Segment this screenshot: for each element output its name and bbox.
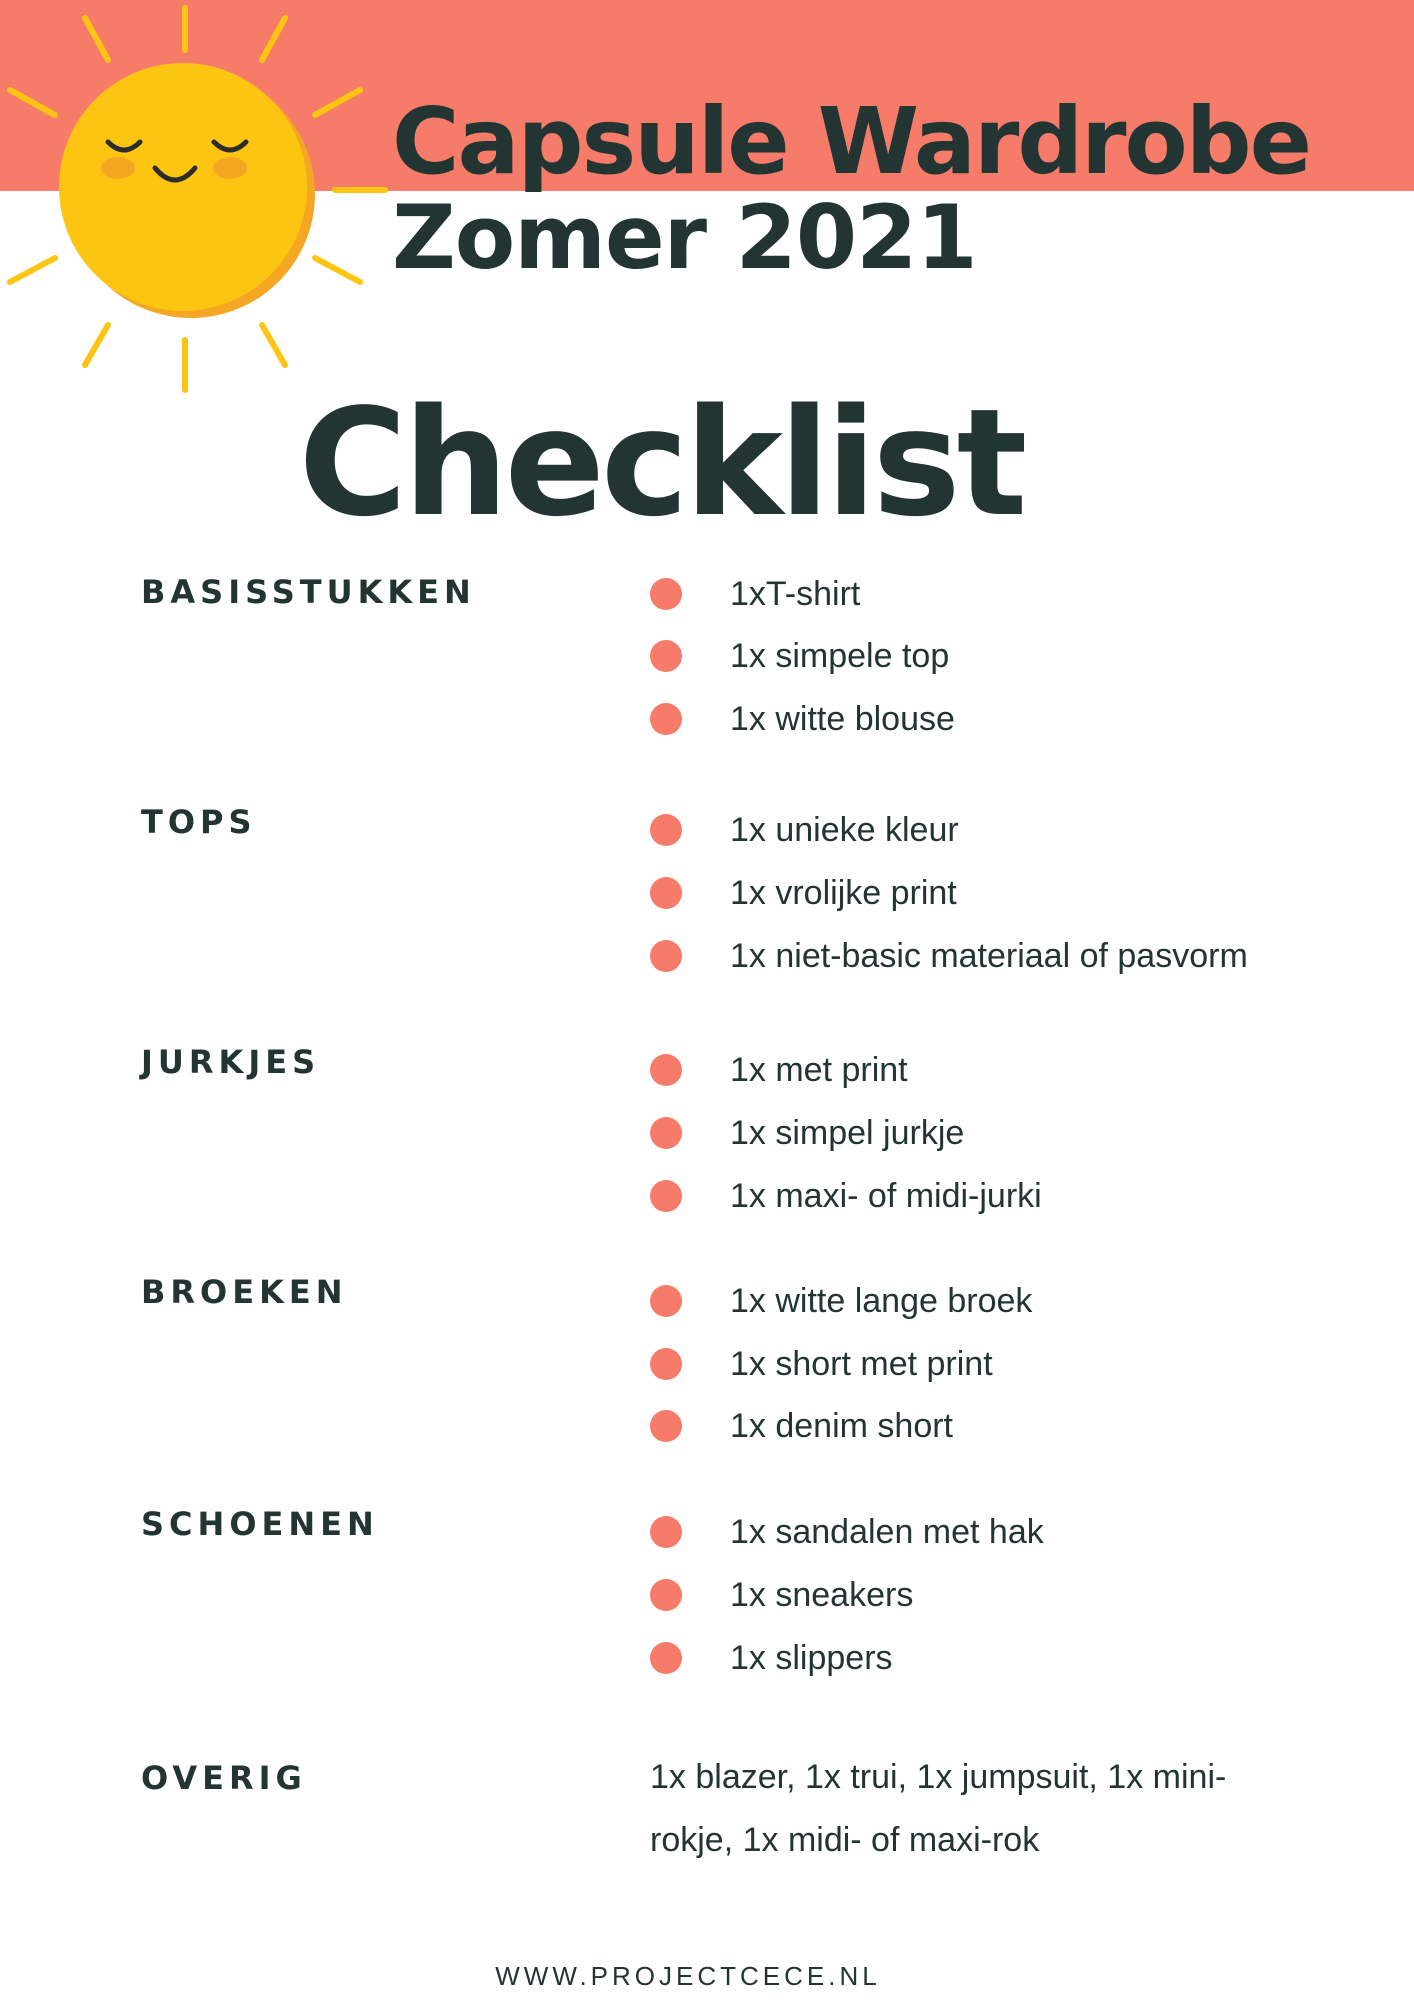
checklist-item[interactable] (650, 634, 1350, 678)
item-label: 1x sandalen met hak (730, 1513, 1044, 1551)
bullet-dot-icon (650, 1516, 682, 1548)
checklist-item[interactable] (650, 1174, 1350, 1218)
bullet-dot-icon (650, 1579, 682, 1611)
item-label: 1x witte lange broek (730, 1282, 1033, 1320)
category-label-broeken: BROEKEN (141, 1273, 348, 1311)
checklist-item[interactable] (650, 1636, 1350, 1680)
bullet-dot-icon (650, 1054, 682, 1086)
page-subtitle: Zomer 2021 (392, 186, 977, 289)
checklist-item[interactable] (650, 572, 1350, 616)
bullet-dot-icon (650, 1410, 682, 1442)
item-label: 1xT-shirt (730, 575, 861, 613)
item-label: 1x short met print (730, 1345, 993, 1383)
checklist-item[interactable] (650, 1510, 1350, 1554)
category-label-overig: OVERIG (141, 1759, 307, 1797)
bullet-dot-icon (650, 578, 682, 610)
checklist-item[interactable] (650, 697, 1350, 741)
bullet-dot-icon (650, 1117, 682, 1149)
item-label: 1x maxi- of midi-jurki (730, 1177, 1042, 1215)
checklist-item[interactable] (650, 1573, 1350, 1617)
checklist-item[interactable] (650, 871, 1350, 915)
item-label: 1x denim short (730, 1407, 953, 1445)
smiling-sun-icon (0, 0, 400, 400)
category-label-jurkjes: JURKJES (141, 1043, 321, 1081)
item-label: 1x unieke kleur (730, 811, 959, 849)
checklist-item[interactable] (650, 934, 1350, 978)
category-label-schoenen: SCHOENEN (141, 1505, 379, 1543)
bullet-dot-icon (650, 877, 682, 909)
checklist-item[interactable] (650, 1048, 1350, 1092)
bullet-dot-icon (650, 703, 682, 735)
bullet-dot-icon (650, 640, 682, 672)
category-label-basisstukken: BASISSTUKKEN (141, 573, 476, 611)
category-label-tops: TOPS (141, 803, 257, 841)
checklist-heading: Checklist (298, 377, 1024, 549)
item-label: 1x sneakers (730, 1576, 914, 1614)
checklist-item[interactable] (650, 1342, 1350, 1386)
item-label: 1x vrolijke print (730, 874, 957, 912)
checklist-item[interactable] (650, 1111, 1350, 1155)
bullet-dot-icon (650, 940, 682, 972)
bullet-dot-icon (650, 1642, 682, 1674)
checklist-item[interactable] (650, 808, 1350, 852)
item-label: 1x witte blouse (730, 700, 955, 738)
bullet-dot-icon (650, 814, 682, 846)
overig-items-text: 1x blazer, 1x trui, 1x jumpsuit, 1x mini-rokje, 1x midi- of maxi-rok (650, 1758, 1227, 1859)
page-title: Capsule Wardrobe (392, 88, 1311, 195)
item-label: 1x simpele top (730, 637, 950, 675)
website-link[interactable]: WWW.PROJECTCECE.NL (495, 1961, 881, 1991)
item-label: 1x slippers (730, 1639, 893, 1677)
item-label: 1x simpel jurkje (730, 1114, 965, 1152)
checklist-item[interactable] (650, 1279, 1350, 1323)
checklist-item[interactable] (650, 1404, 1350, 1448)
bullet-dot-icon (650, 1180, 682, 1212)
item-label: 1x niet-basic materiaal of pasvorm (730, 937, 1248, 975)
item-label: 1x met print (730, 1051, 908, 1089)
bullet-dot-icon (650, 1285, 682, 1317)
bullet-dot-icon (650, 1348, 682, 1380)
